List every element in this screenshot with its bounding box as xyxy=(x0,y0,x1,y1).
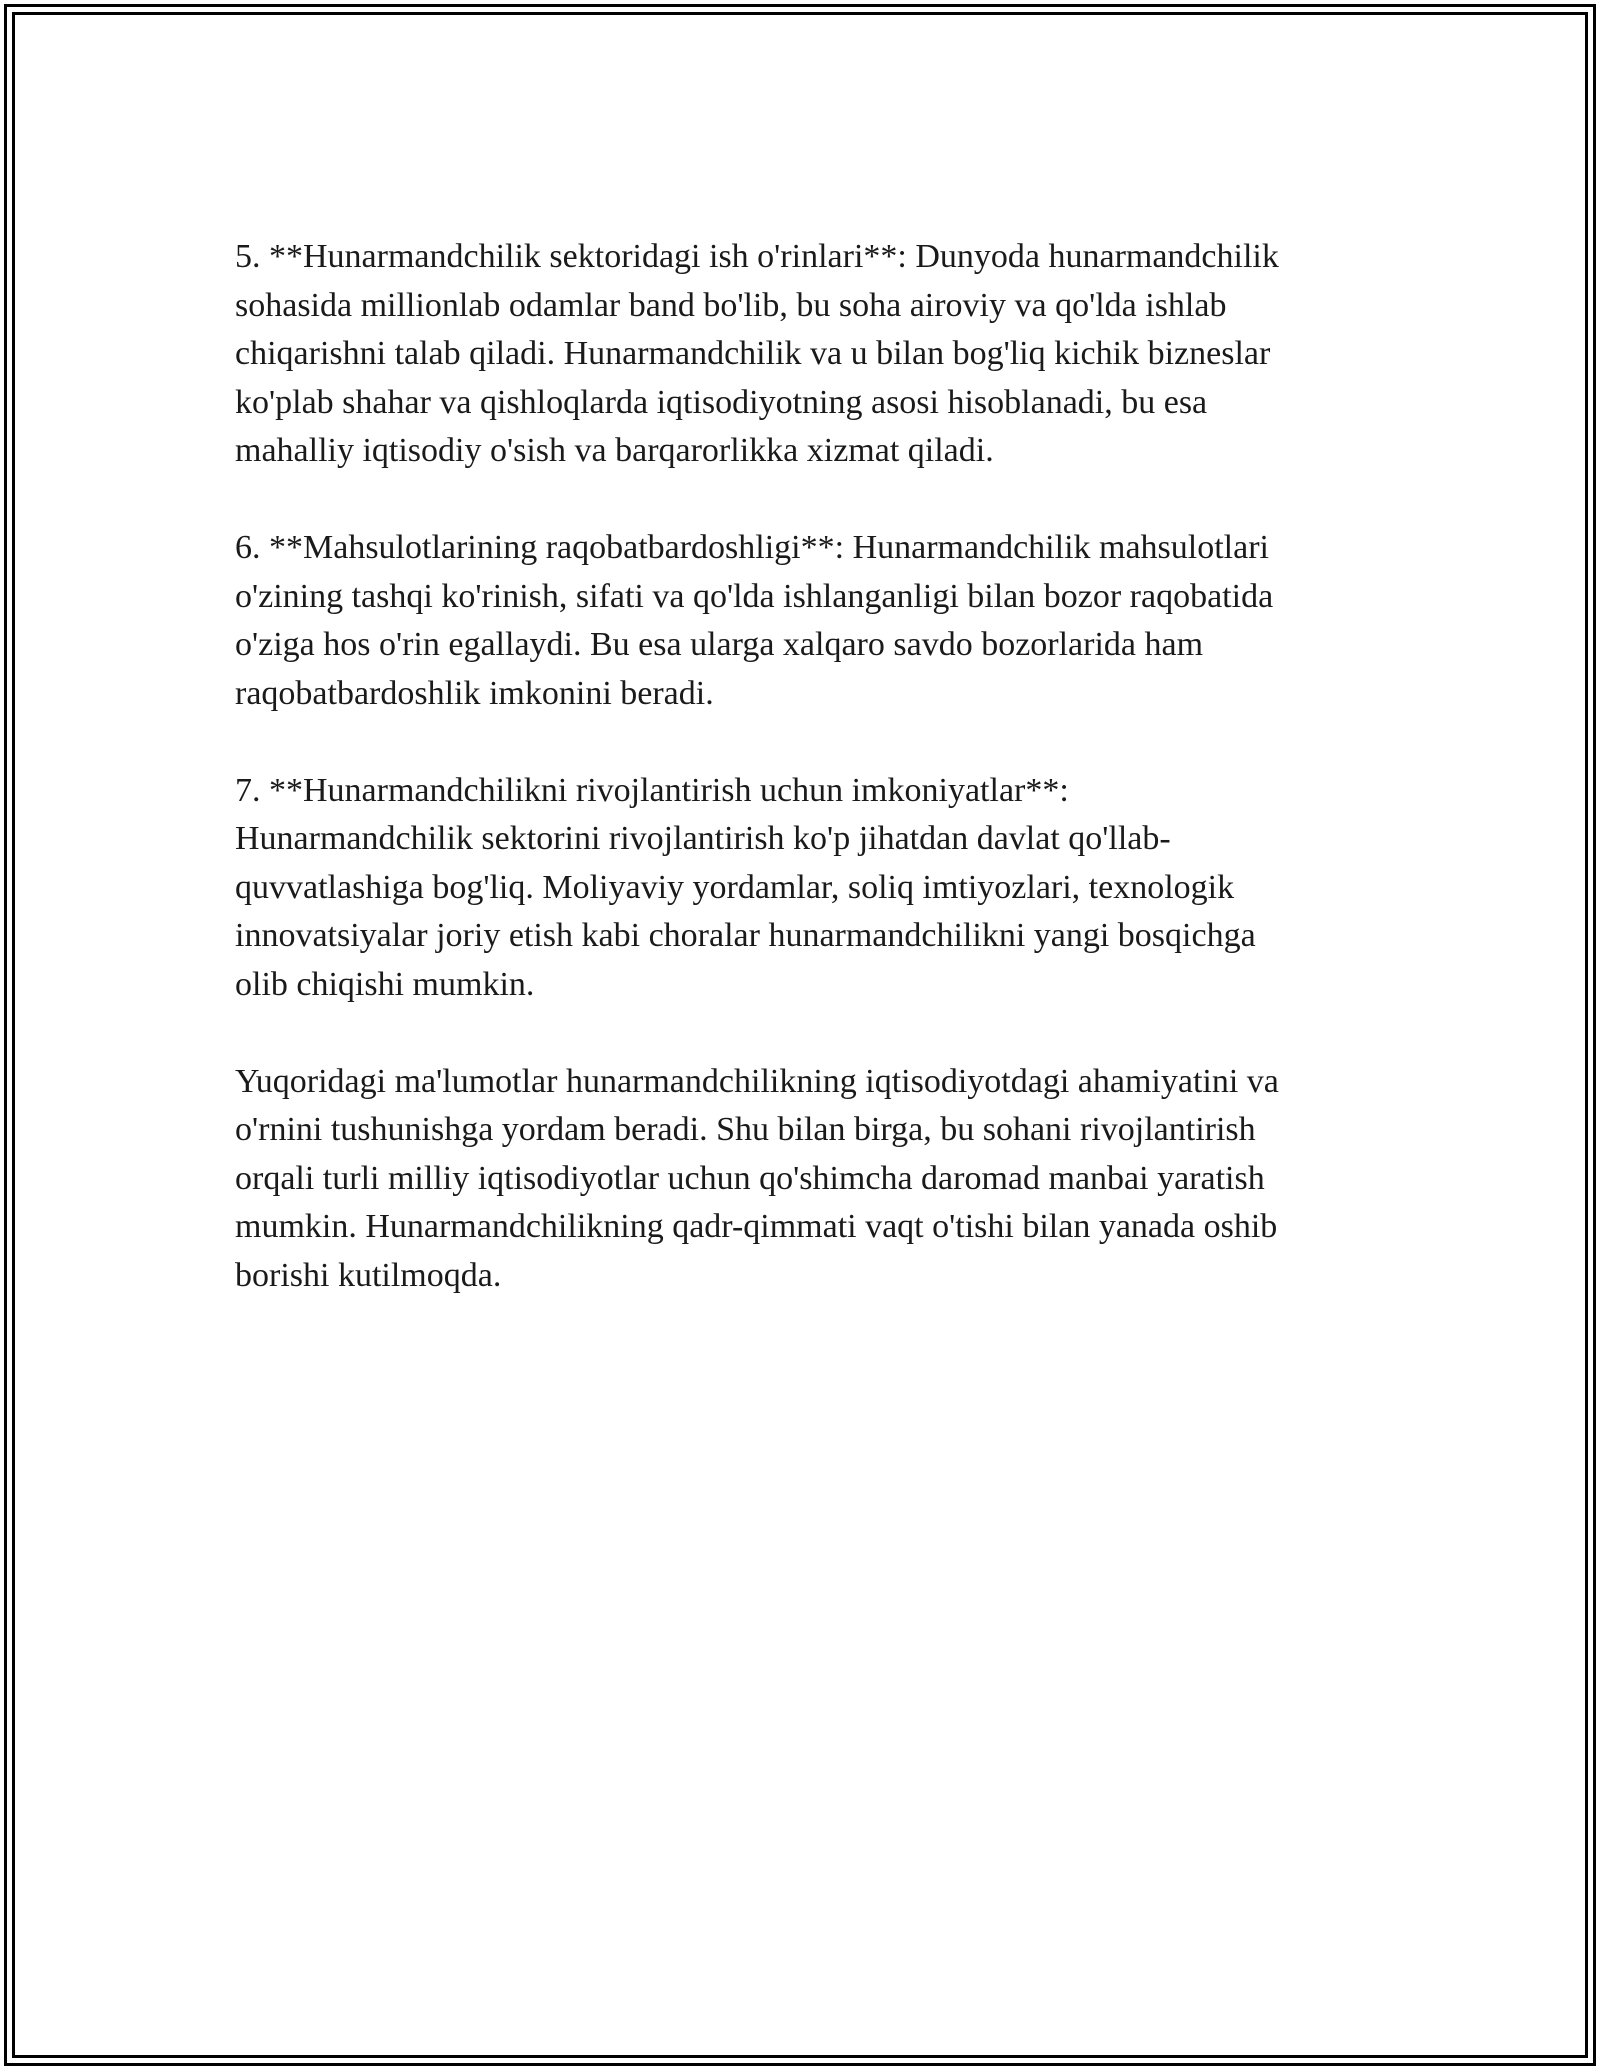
paragraph-item-7: 7. **Hunarmandchilikni rivojlantirish uchun imkoniyatlar**: Hunarmandchilik sektorini rivojlantirish ko'p jihatdan davlat qo'llab- quvvatlashiga bog'liq. Moliyaviy yordamlar, soliq imtiyozlari, texnologik innovatsiyalar joriy etish kabi choralar hunarmandchilikni yangi bosqichga olib chiqishi mumkin. xyxy=(235,771,1256,1003)
paragraph-item-6: 6. **Mahsulotlarining raqobatbardoshligi**: Hunarmandchilik mahsulotlari o'zining tashqi ko'rinish, sifati va qo'lda ishlanganligi bilan bozor raqobatida o'ziga hos o'rin egallaydi. Bu esa ularga xalqaro savdo bozorlarida ham raqobatbardoshlik imkonini beradi. xyxy=(235,529,1274,712)
paragraph-conclusion: Yuqoridagi ma'lumotlar hunarmandchilikning iqtisodiyotdagi ahamiyatini va o'rnini tushunishga yordam beradi. Shu bilan birga, bu sohani rivojlantirish orqali turli milliy iqtisodiyotlar uchun qo'shimcha daromad manbai yaratish mumkin. Hunarmandchilikning qadr-qimmati vaqt o'tishi bilan yanada oshib borishi kutilmoqda. xyxy=(235,1062,1279,1294)
document-body xyxy=(235,233,1375,1349)
paragraph-item-5: 5. **Hunarmandchilik sektoridagi ish o'rinlari**: Dunyoda hunarmandchilik sohasida millionlab odamlar band bo'lib, bu soha airoviy va qo'lda ishlab chiqarishni talab qiladi. Hunarmandchilik va u bilan bog'liq kichik bizneslar ko'plab shahar va qishloqlarda iqtisodiyotning asosi hisoblanadi, bu esa mahalliy iqtisodiy o'sish va barqarorlikka xizmat qiladi. xyxy=(235,238,1279,469)
